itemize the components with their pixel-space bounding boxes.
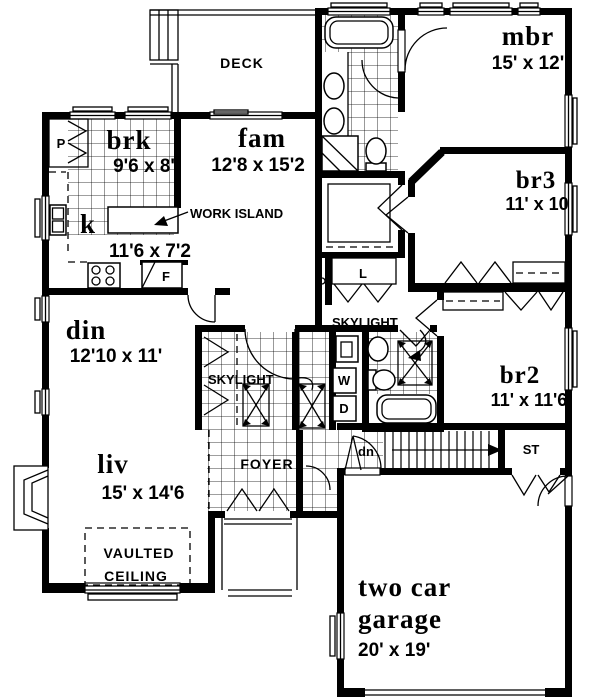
garage-window — [330, 613, 344, 659]
garage-side-door — [538, 476, 572, 506]
mbr-window-top — [418, 3, 444, 15]
furnace-label: F — [162, 269, 170, 284]
washer-label: W — [337, 373, 351, 388]
br3-door — [386, 197, 408, 233]
sink-icon — [324, 108, 344, 134]
garage-dims: 20' x 19' — [358, 640, 431, 661]
mbr-window-top-2 — [450, 3, 512, 15]
linen-label: L — [359, 266, 367, 281]
skylight-bath-label: SKYLIGHT — [332, 315, 398, 330]
brk-label: brk — [106, 125, 152, 155]
br2-window — [565, 328, 577, 390]
br2-dims: 11' x 11'6 — [490, 390, 568, 410]
liv-label: liv — [97, 449, 129, 479]
brk-dims: 9'6 x 8' — [113, 156, 175, 177]
dryer-label: D — [339, 401, 349, 416]
vaulted-label-2: CEILING — [104, 568, 168, 584]
br3-closet — [445, 262, 565, 283]
toilet-icon — [366, 138, 386, 171]
stove — [88, 263, 120, 288]
garage-label-2: garage — [358, 604, 442, 634]
mbr-door — [398, 28, 447, 72]
garage-door — [365, 690, 545, 695]
din-dims: 12'10 x 11' — [69, 346, 163, 367]
sink-icon — [324, 73, 344, 99]
bathtub — [325, 17, 393, 48]
dining-window-2 — [35, 389, 49, 415]
storage-label: ST — [522, 442, 540, 457]
bath-window — [328, 3, 390, 15]
fam-dims: 12'8 x 15'2 — [211, 155, 305, 176]
br3-label: br3 — [515, 167, 557, 194]
br2-closet — [443, 292, 563, 310]
vaulted-label-1: VAULTED — [103, 545, 175, 561]
kitchen-window — [35, 196, 49, 240]
mbr-window-top-3 — [518, 3, 540, 15]
pantry-label: P — [56, 136, 66, 151]
liv-dims: 15' x 14'6 — [101, 483, 185, 504]
dining-window — [35, 296, 49, 322]
fireplace — [14, 466, 49, 530]
stairs — [385, 431, 502, 468]
skylight-hall-label: SKYLIGHT — [208, 372, 274, 387]
bathtub-2 — [377, 395, 436, 423]
deck-label: DECK — [220, 55, 264, 71]
garage-label-1: two car — [358, 572, 452, 602]
kitchen-sink — [50, 205, 66, 235]
br2-label: br2 — [499, 362, 541, 389]
work-island-label: WORK ISLAND — [190, 206, 284, 221]
front-porch — [222, 518, 297, 596]
breakfast-window-2 — [125, 107, 171, 119]
kitchen-dims: 11'6 x 7'2 — [109, 241, 191, 262]
kitchen-label: k — [79, 209, 97, 239]
breakfast-window — [70, 107, 115, 119]
mbr-window-right — [565, 95, 577, 147]
storage-doors — [512, 475, 560, 495]
fam-label: fam — [238, 123, 286, 153]
toilet-icon — [368, 370, 395, 390]
din-label: din — [65, 315, 107, 345]
br3-dims: 11' x 10 — [505, 194, 569, 214]
laundry-tub — [336, 336, 358, 362]
mbr-dims: 15' x 12' — [491, 53, 565, 74]
dining-door — [188, 295, 215, 322]
shower — [322, 136, 358, 171]
family-patio-door — [210, 110, 282, 119]
angled-wall — [411, 152, 442, 182]
tiled-floors — [65, 15, 437, 511]
foyer-label: FOYER — [240, 456, 294, 472]
sink-icon — [368, 337, 388, 361]
mbr-label: mbr — [501, 21, 555, 51]
stairs-dn-label: dn — [358, 444, 374, 459]
